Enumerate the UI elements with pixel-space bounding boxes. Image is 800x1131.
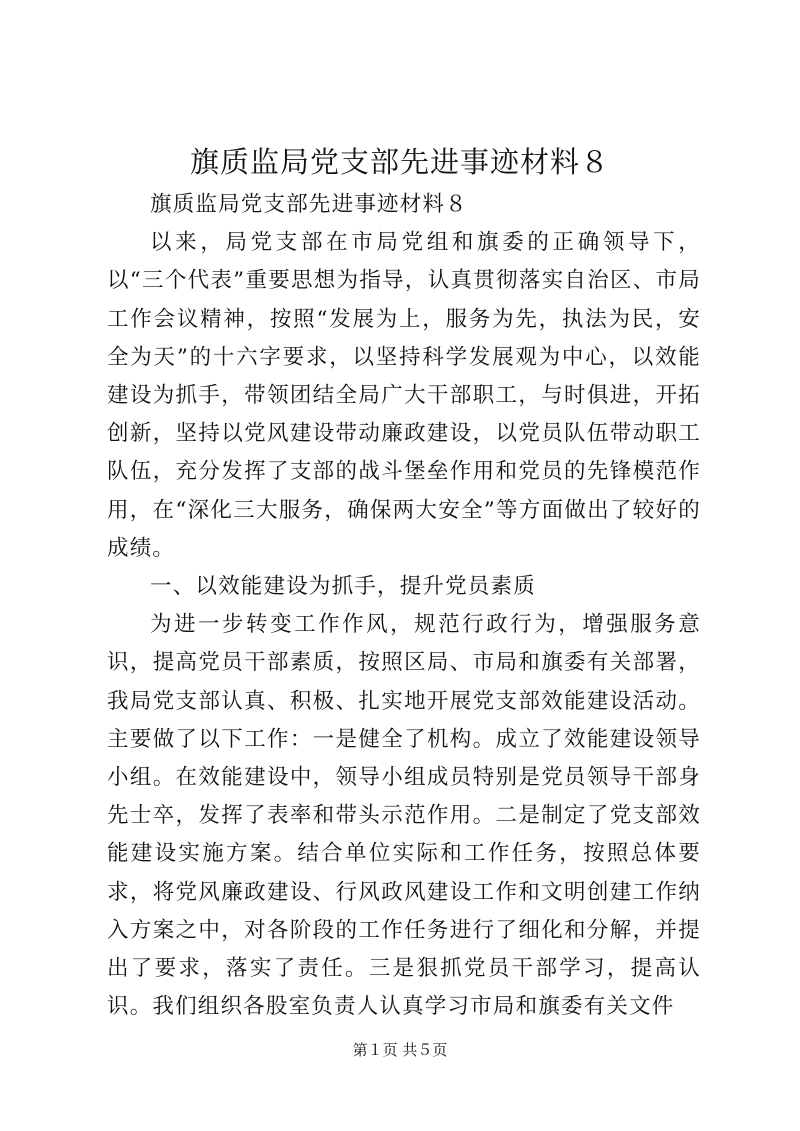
intro-paragraph: 以来，局党支部在市局党组和旗委的正确领导下，以“三个代表”重要思想为指导，认真贯彻落实自治区、市局工作会议精神，按照“发展为上，服务为先，执法为民，安全为天”的十六字要求，以坚持科学发展观为中心，以效能建设为抓手，带领团结全局广大干部职工，与时俱进，开拓创新，坚持以党风建设带动廉政建设，以党员队伍带动职工队伍，充分发挥了支部的战斗堡垒作用和党员的先锋模范作用，在“深化三大服务，确保两大安全”等方面做出了较好的成绩。 — [107, 230, 701, 561]
document-title: 旗质监局党支部先进事迹材料８ — [189, 145, 610, 179]
document-subtitle-paragraph: 旗质监局党支部先进事迹材料８ — [150, 192, 468, 217]
section-1-paragraph: 为进一步转变工作作风，规范行政行为，增强服务意识，提高党员干部素质，按照区局、市局和旗委有关部署，我局党支部认真、积极、扎实地开展党支部效能建设活动。主要做了以下工作：一是健全了机构。成立了效能建设领导小组。在效能建设中，领导小组成员特别是党员领导干部身先士卒，发挥了表率和带头示范作用。二是制定了党支部效能建设实施方案。结合单位实际和工作任务，按照总体要求，将党风廉政建设、行风政风建设工作和文明创建工作纳入方案之中，对各阶段的工作任务进行了细化和分解，并提出了要求，落实了责任。三是狠抓党员干部学习，提高认识。我们组织各股室负责人认真学习市局和旗委有关文件 — [107, 612, 701, 1020]
document-body — [107, 186, 701, 1026]
section-heading-1: 一、以效能建设为抓手，提升党员素质 — [150, 574, 536, 600]
page-footer: 第１页 共５页 — [352, 1041, 448, 1059]
